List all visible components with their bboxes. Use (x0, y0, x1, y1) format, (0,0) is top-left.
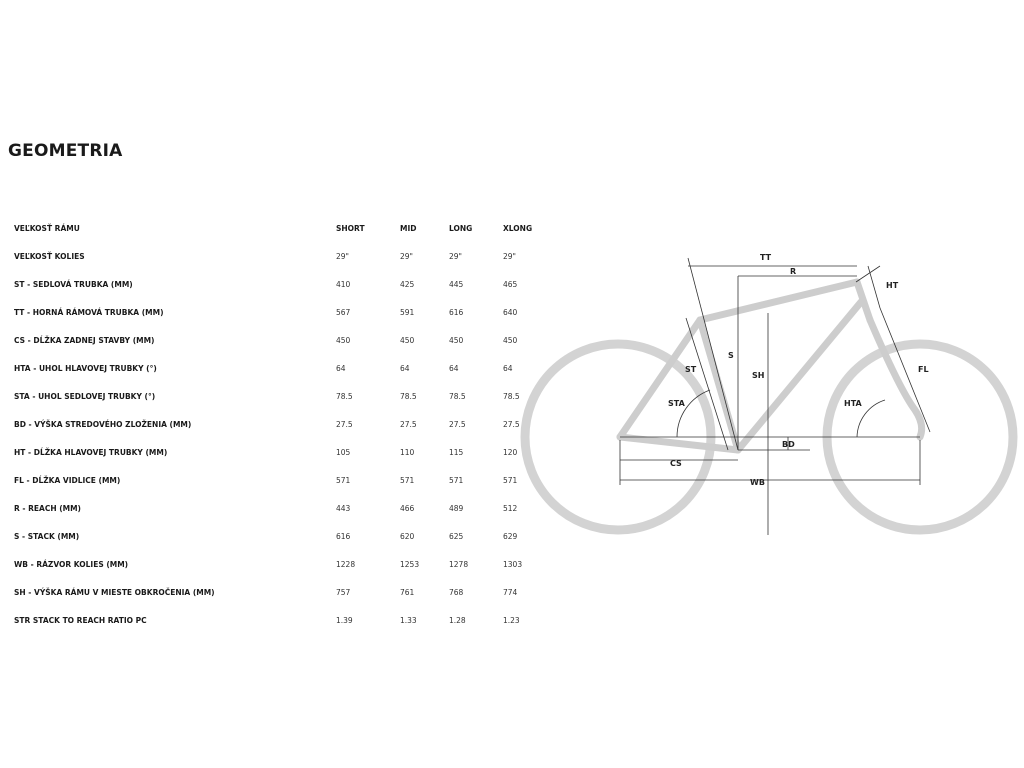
row-value: 120 (503, 448, 518, 457)
row-value: 105 (336, 448, 351, 457)
row-label: STR STACK TO REACH RATIO PC (14, 616, 147, 625)
row-value: 625 (449, 532, 464, 541)
row-value: 571 (449, 476, 464, 485)
row-label: S - STACK (MM) (14, 532, 80, 541)
label-bd: BD (782, 440, 795, 449)
label-sta: STA (668, 399, 685, 408)
row-value: 616 (336, 532, 351, 541)
row-value: 774 (503, 588, 518, 597)
row-value: 489 (449, 504, 464, 513)
row-value: 78.5 (449, 392, 466, 401)
row-value: 1278 (449, 560, 469, 569)
label-st: ST (685, 365, 697, 374)
label-hta: HTA (844, 399, 862, 408)
row-value: 443 (336, 504, 351, 513)
row-value: 1253 (400, 560, 420, 569)
row-value: 629 (503, 532, 518, 541)
row-value: 1.39 (336, 616, 353, 625)
row-label: BD - VÝŠKA STREDOVÉHO ZLOŽENIA (MM) (14, 420, 192, 429)
header-size: SHORT (336, 224, 365, 233)
row-value: 27.5 (503, 420, 520, 429)
row-value: 1228 (336, 560, 356, 569)
row-value: 640 (503, 308, 518, 317)
label-tt: TT (760, 253, 772, 262)
row-label: HT - DĹŽKA HLAVOVEJ TRUBKY (MM) (14, 448, 168, 457)
row-value: 29" (449, 252, 462, 261)
header-size: LONG (449, 224, 473, 233)
row-value: 64 (503, 364, 513, 373)
row-value: 110 (400, 448, 415, 457)
row-label: HTA - UHOL HLAVOVEJ TRUBKY (°) (14, 364, 157, 373)
label-sh: SH (752, 371, 765, 380)
row-label: FL - DĹŽKA VIDLICE (MM) (14, 476, 121, 485)
header-size: XLONG (503, 224, 533, 233)
row-value: 1.33 (400, 616, 417, 625)
row-value: 29" (400, 252, 413, 261)
label-s: S (728, 351, 734, 360)
row-value: 445 (449, 280, 464, 289)
label-cs: CS (670, 459, 682, 468)
row-label: CS - DĹŽKA ZADNEJ STAVBY (MM) (14, 336, 155, 345)
row-value: 571 (503, 476, 518, 485)
row-label: R - REACH (MM) (14, 504, 81, 513)
header-size: MID (400, 224, 417, 233)
row-label: TT - HORNÁ RÁMOVÁ TRUBKA (MM) (14, 308, 164, 317)
row-label: VEĽKOSŤ KOLIES (14, 252, 85, 261)
row-value: 27.5 (400, 420, 417, 429)
row-value: 450 (400, 336, 415, 345)
row-value: 78.5 (336, 392, 353, 401)
bike-frame (620, 282, 922, 450)
header-label: VEĽKOSŤ RÁMU (14, 224, 80, 233)
row-value: 64 (449, 364, 459, 373)
row-value: 620 (400, 532, 415, 541)
row-label: WB - RÁZVOR KOLIES (MM) (14, 560, 129, 569)
row-value: 27.5 (449, 420, 466, 429)
row-value: 768 (449, 588, 464, 597)
row-value: 591 (400, 308, 415, 317)
row-value: 78.5 (503, 392, 520, 401)
row-value: 466 (400, 504, 415, 513)
row-value: 1.28 (449, 616, 466, 625)
row-value: 616 (449, 308, 464, 317)
row-value: 465 (503, 280, 518, 289)
row-value: 761 (400, 588, 415, 597)
row-value: 410 (336, 280, 351, 289)
row-value: 115 (449, 448, 464, 457)
row-value: 64 (336, 364, 346, 373)
row-value: 27.5 (336, 420, 353, 429)
label-r: R (790, 267, 797, 276)
row-label: ST - SEDLOVÁ TRUBKA (MM) (14, 280, 133, 289)
row-value: 425 (400, 280, 415, 289)
bike-geometry-diagram (520, 240, 1024, 540)
row-value: 29" (336, 252, 349, 261)
label-ht: HT (886, 281, 899, 290)
row-label: SH - VÝŠKA RÁMU V MIESTE OBKROČENIA (MM) (14, 588, 215, 597)
row-value: 64 (400, 364, 410, 373)
row-value: 450 (449, 336, 464, 345)
row-value: 571 (336, 476, 351, 485)
label-fl: FL (918, 365, 929, 374)
row-value: 450 (503, 336, 518, 345)
page-title: GEOMETRIA (8, 141, 123, 161)
row-value: 450 (336, 336, 351, 345)
row-value: 512 (503, 504, 518, 513)
row-value: 78.5 (400, 392, 417, 401)
row-label: STA - UHOL SEDLOVEJ TRUBKY (°) (14, 392, 156, 401)
row-value: 1.23 (503, 616, 520, 625)
row-value: 571 (400, 476, 415, 485)
label-wb: WB (750, 478, 765, 487)
row-value: 29" (503, 252, 516, 261)
row-value: 567 (336, 308, 351, 317)
row-value: 757 (336, 588, 351, 597)
row-value: 1303 (503, 560, 523, 569)
